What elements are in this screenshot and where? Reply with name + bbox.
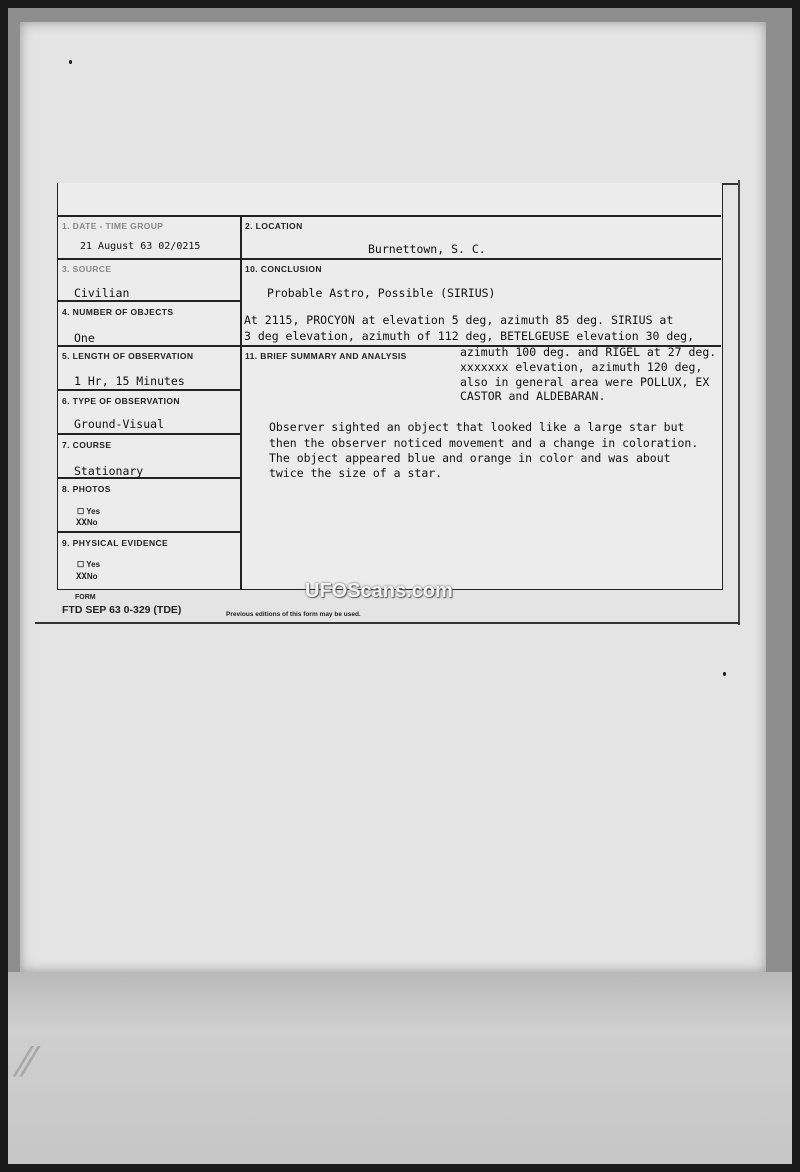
location-value: Burnettown, S. C. bbox=[368, 242, 486, 256]
conclusion-label: 10. CONCLUSION bbox=[245, 264, 322, 274]
physical-no-option bbox=[76, 572, 98, 582]
row-divider bbox=[57, 433, 241, 435]
photos-no-option bbox=[76, 518, 98, 528]
physical-yes-option bbox=[77, 560, 100, 569]
source-value: Civilian bbox=[74, 286, 130, 300]
summary-upper-line-4: CASTOR and ALDEBARAN. bbox=[460, 389, 606, 403]
smudge-mark: ⁄⁄ bbox=[20, 1040, 34, 1086]
summary-upper-line-2: xxxxxxx elevation, azimuth 120 deg, bbox=[460, 360, 703, 374]
photos-label: 8. PHOTOS bbox=[62, 484, 111, 494]
date-label: 1. DATE - TIME GROUP bbox=[62, 221, 164, 231]
physical-yes-label: Yes bbox=[86, 560, 101, 569]
physical-evidence-label: 9. PHYSICAL EVIDENCE bbox=[62, 538, 169, 548]
type-label: 6. TYPE OF OBSERVATION bbox=[62, 396, 180, 406]
summary-line-3: The object appeared blue and orange in color and was about bbox=[269, 451, 671, 465]
dust-speck bbox=[723, 672, 726, 676]
summary-label: 11. BRIEF SUMMARY AND ANALYSIS bbox=[245, 351, 407, 361]
photos-yes-label: Yes bbox=[86, 507, 101, 516]
analysis-line-1: At 2115, PROCYON at elevation 5 deg, azimuth 85 deg. SIRIUS at bbox=[244, 313, 674, 327]
length-value: 1 Hr, 15 Minutes bbox=[74, 374, 185, 388]
row-divider bbox=[57, 300, 241, 302]
conclusion-value: Probable Astro, Possible (SIRIUS) bbox=[267, 286, 496, 300]
row-divider bbox=[57, 258, 721, 260]
checkbox-icon: ☐ bbox=[77, 507, 85, 516]
physical-no-mark: XX bbox=[76, 572, 87, 582]
watermark: UFOScans.com bbox=[305, 580, 453, 602]
summary-upper-line-3: also in general area were POLLUX, EX bbox=[460, 375, 710, 389]
analysis-line-2: 3 deg elevation, azimuth of 112 deg, BETELGEUSE elevation 30 deg, bbox=[244, 329, 695, 343]
date-value: 21 August 63 02/0215 bbox=[80, 241, 201, 252]
summary-line-4: twice the size of a star. bbox=[269, 466, 443, 480]
summary-upper-line-1: azimuth 100 deg. and RIGEL at 27 deg. bbox=[460, 345, 717, 359]
summary-line-1: Observer sighted an object that looked like a large star but bbox=[269, 420, 685, 434]
column-divider bbox=[240, 215, 242, 589]
checkbox-icon: ☐ bbox=[77, 560, 85, 569]
dust-speck bbox=[69, 60, 72, 64]
row-divider bbox=[57, 531, 241, 533]
form-right-edge bbox=[738, 180, 740, 625]
title-divider bbox=[57, 215, 721, 217]
photos-no-mark: XX bbox=[76, 518, 87, 528]
sheet-underlay bbox=[8, 972, 792, 1164]
objects-label: 4. NUMBER OF OBJECTS bbox=[62, 307, 174, 317]
physical-no-label: No bbox=[86, 572, 98, 581]
form-label: FORM bbox=[75, 594, 96, 601]
type-value: Ground-Visual bbox=[74, 417, 165, 431]
form-bottom-border bbox=[35, 622, 740, 624]
summary-line-2: then the observer noticed movement and a change in coloration. bbox=[269, 436, 699, 450]
source-label: 3. SOURCE bbox=[62, 264, 112, 274]
objects-value: One bbox=[74, 331, 95, 345]
length-label: 5. LENGTH OF OBSERVATION bbox=[62, 351, 194, 361]
photos-yes-option bbox=[77, 507, 100, 516]
location-label: 2. LOCATION bbox=[245, 221, 303, 231]
footer-notice: Previous editions of this form may be used. bbox=[226, 611, 361, 618]
form-id: FTD SEP 63 0-329 (TDE) bbox=[62, 604, 182, 616]
row-divider bbox=[57, 389, 241, 391]
course-value: Stationary bbox=[74, 464, 144, 478]
photos-no-label: No bbox=[86, 518, 98, 527]
course-label: 7. COURSE bbox=[62, 440, 112, 450]
